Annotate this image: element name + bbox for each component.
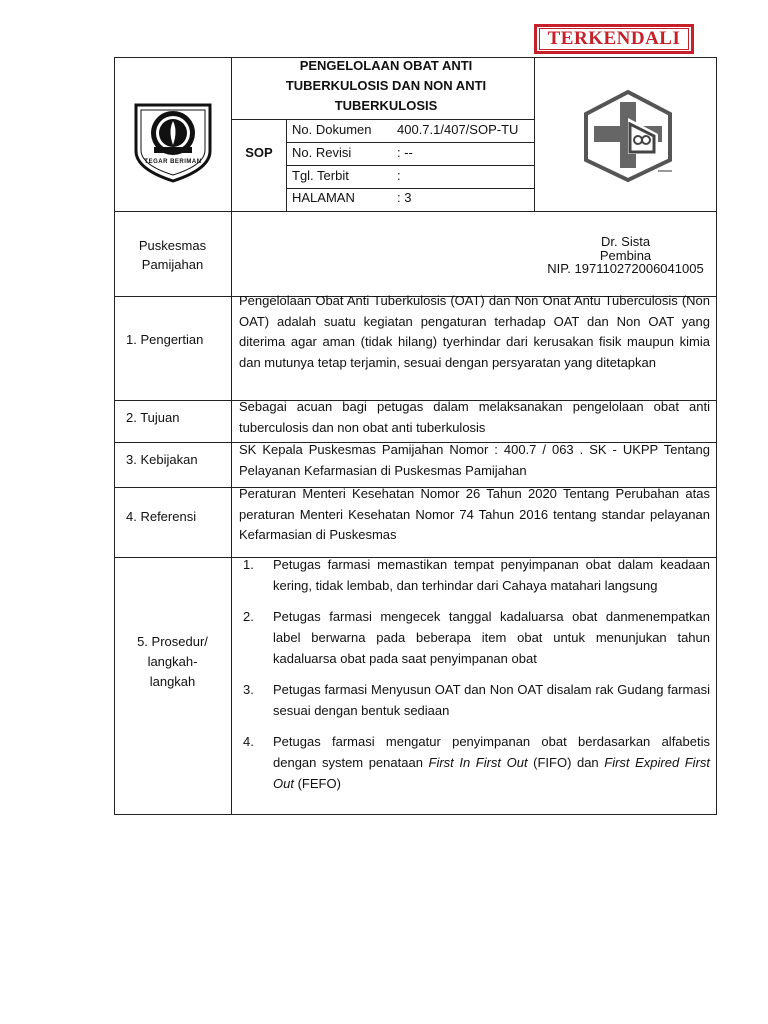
- section-text: Sebagai acuan bagi petugas dalam melaksanakan pengelolaan obat anti tuberculosis dan non obat anti tuberkulosis: [239, 399, 710, 435]
- procedure-text: Petugas farmasi memastikan tempat penyimpanan obat dalam keadaan kering, tidak lembab, dan terhindar dari Cahaya matahari langsung: [273, 557, 710, 593]
- section-label: 2. Tujuan: [126, 410, 180, 425]
- meta-value: : 3: [397, 190, 412, 205]
- meta-label: Tgl. Terbit: [292, 168, 349, 183]
- procedure-label: [114, 632, 231, 692]
- meta-value: : --: [397, 145, 413, 160]
- institution-line: Pamijahan: [141, 257, 204, 272]
- institution-line: Puskesmas: [138, 238, 207, 253]
- divider: [114, 211, 717, 212]
- procedure-text-part: (FIFO) dan: [527, 755, 605, 770]
- document-title: [236, 56, 536, 116]
- meta-label: No. Revisi: [292, 145, 352, 160]
- procedure-label-line: langkah: [149, 674, 196, 689]
- procedure-label-line: 5. Prosedur/: [137, 634, 208, 649]
- procedure-text-part: (FEFO): [293, 776, 341, 791]
- section-label: 3. Kebijakan: [126, 452, 198, 467]
- section-text: Peraturan Menteri Kesehatan Nomor 26 Tahun 2020 Tentang Perubahan atas peraturan Menteri Kesehatan Nomor 74 Tahun 2016 tentang standar pelayanan Kefarmasian di Puskesmas: [239, 486, 710, 542]
- procedure-number: 3.: [243, 682, 254, 697]
- meta-label: HALAMAN: [292, 190, 355, 205]
- title-line: TUBERKULOSIS: [334, 98, 438, 113]
- meta-value: 400.7.1/407/SOP-TU: [397, 122, 519, 137]
- procedure-number: 1.: [243, 557, 254, 572]
- fifo-term: First In First Out: [428, 755, 528, 770]
- procedure-text-part: Petugas farmasi mengatur penyimpanan obat berdasarkan alfabetis dengan system penataan: [273, 734, 710, 770]
- procedure-number: 2.: [243, 609, 254, 624]
- emblem-caption: TEGAR BERIMAN: [144, 159, 202, 165]
- meta-value: :: [397, 168, 401, 183]
- title-line: TUBERKULOSIS DAN NON ANTI: [285, 78, 487, 93]
- divider: [231, 119, 534, 120]
- signatory-block: [534, 235, 717, 276]
- section-label: 4. Referensi: [126, 509, 197, 524]
- procedure-item: [243, 606, 710, 669]
- procedure-item: [243, 679, 710, 721]
- procedure-item: [243, 554, 710, 596]
- divider: [286, 165, 534, 166]
- puskesmas-logo: [580, 88, 676, 184]
- procedure-text: Petugas farmasi mengecek tanggal kadaluarsa obat danmenempatkan label berwarna pada beberapa item obat untuk menunjukan tahun kadaluarsa obat pada saat penyimpanan obat: [273, 609, 710, 666]
- signatory-rank: Pembina: [599, 247, 652, 263]
- regency-emblem-logo: [130, 93, 216, 183]
- title-line: PENGELOLAAN OBAT ANTI: [299, 58, 473, 73]
- controlled-stamp: [534, 24, 694, 54]
- signatory-name: Dr. Sista: [600, 234, 651, 249]
- procedure-text: [273, 731, 710, 794]
- section-label: 1. Pengertian: [126, 332, 204, 347]
- signatory-nip: NIP. 19711027200604100​5: [547, 261, 704, 276]
- divider: [231, 57, 232, 815]
- section-text: Pengelolaan Obat Anti Tuberkulosis (OAT) dan Non Onat Antu Tuberculosis (Non OAT) adalah suatu kegiatan pengaturan terhadap OAT dan Non OAT yang diterima agar aman (tidak hilang) tyerhindar dari kerusakan fisik maupun kimia dan mutunya tetap terjamin, sesuai dengan persyaratan yang ditetapkan: [239, 293, 710, 370]
- procedure-label-line: langkah-: [147, 654, 198, 669]
- fefo-term: First Expired First Out: [273, 755, 711, 791]
- procedure-list: [243, 554, 710, 794]
- stamp-text: TERKENDALI: [539, 28, 690, 50]
- section-text: SK Kepala Puskesmas Pamijahan Nomor : 400.7 / 063 . SK - UKPP Tentang Pelayanan Kefarmasian di Puskesmas Pamijahan: [239, 442, 710, 478]
- sop-label: SOP: [245, 145, 273, 160]
- procedure-item: [243, 731, 710, 794]
- meta-label: No. Dokumen: [292, 122, 372, 137]
- institution-name: [114, 236, 231, 274]
- procedure-text: Petugas farmasi Menyusun OAT dan Non OAT disalam rak Gudang farmasi sesuai dengan bentuk sediaan: [273, 682, 710, 718]
- procedure-number: 4.: [243, 734, 254, 749]
- divider: [286, 188, 534, 189]
- divider: [286, 142, 534, 143]
